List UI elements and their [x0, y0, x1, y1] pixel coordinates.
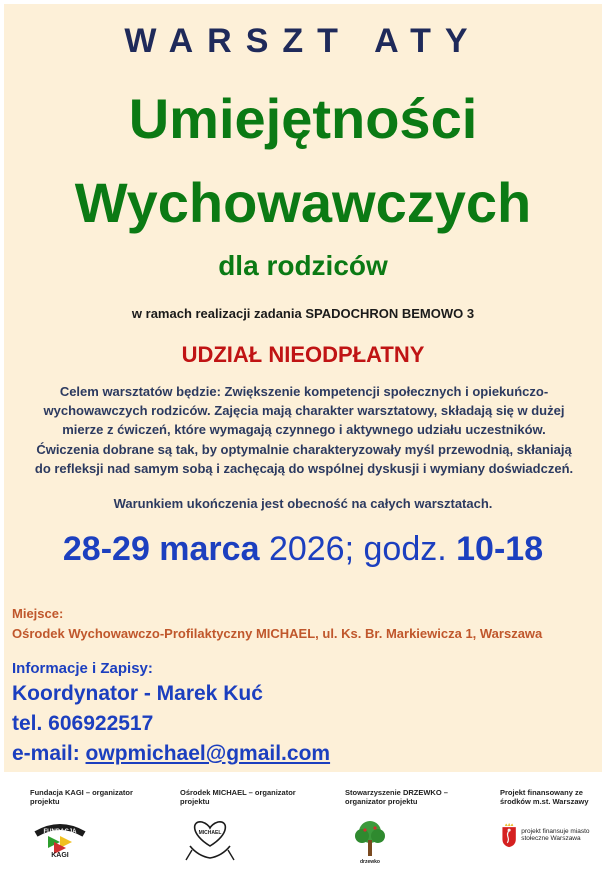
title-line-2: Wychowawczych [74, 171, 532, 234]
kagi-logo-icon [30, 816, 90, 858]
workshop-description: Celem warsztatów będzie: Zwiększenie kompetencji społecznych i opiekuńczo-wychowawczych rodziców. Zajęcia mają charakter warsztatowy, składają się w dużej mierze z ćwiczeń, które wymagają czynnego i aktywnego udziału uczestników. Ćwiczenia dobrane są tak, by optymalnie charakteryzowały myśl przewodnią, skłaniają do refleksji nad samym sobą i zachęcają do wspólnej dyskusji i wymiany doświadczeń. [34, 384, 574, 476]
partner-caption: Ośrodek MICHAEL – organizator projektu [180, 788, 296, 806]
phone-number: tel. 606922517 [12, 712, 154, 735]
partner-drzewko [345, 788, 475, 866]
partner-caption: Stowarzyszenie DRZEWKO – organizator projektu [345, 788, 448, 806]
drzewko-logo-text: drzewko [359, 859, 381, 865]
poster [4, 4, 602, 772]
project-context: w ramach realizacji zadania SPADOCHRON BEMOWO 3 [131, 306, 475, 321]
hour-label: godz. [363, 530, 447, 568]
email-line [12, 742, 330, 766]
heart-hands-logo-icon [180, 816, 240, 864]
coordinator: Koordynator - Marek Kuć [12, 682, 263, 705]
tree-logo-icon [345, 816, 395, 866]
partner-caption: Fundacja KAGI – organizator projektu [30, 788, 133, 806]
warsaw-logo [500, 814, 600, 856]
email-link[interactable]: owpmichael@gmail.com [85, 742, 331, 765]
workshops-heading: WARSZT ATY [124, 22, 482, 60]
michael-logo-text: MICHAEL [198, 830, 222, 836]
contact-label: Informacje i Zapisy: [12, 660, 153, 677]
dates: 28-29 marca [62, 530, 260, 568]
svg-text:FUNDACJA: FUNDACJA [43, 829, 77, 835]
hours: 10-18 [456, 530, 544, 568]
location-value: Ośrodek Wychowawczo-Profilaktyczny MICHAEL, ul. Ks. Br. Markiewicza 1, Warszawa [12, 626, 543, 641]
schedule-line [4, 530, 602, 569]
title-line-1: Umiejętności [128, 87, 478, 150]
partner-kagi [30, 788, 160, 858]
warsaw-crest-icon [500, 814, 518, 856]
location-label: Miejsce: [12, 606, 64, 621]
subtitle: dla rodziców [218, 250, 388, 281]
partner-michael [180, 788, 310, 864]
kagi-logo-text: KAGI [51, 852, 69, 858]
email-label: e-mail: [12, 742, 80, 765]
year: 2026; [268, 530, 355, 568]
partner-caption: Projekt finansowany ze środków m.st. Warszawy [500, 788, 589, 806]
partner-warszawa [500, 788, 600, 856]
completion-condition: Warunkiem ukończenia jest obecność na całych warsztatach. [113, 496, 493, 511]
warsaw-logo-text: projekt finansuje miasto stołeczne Warszawa [521, 827, 590, 842]
free-participation-label: UDZIAŁ NIEODPŁATNY [181, 342, 425, 367]
